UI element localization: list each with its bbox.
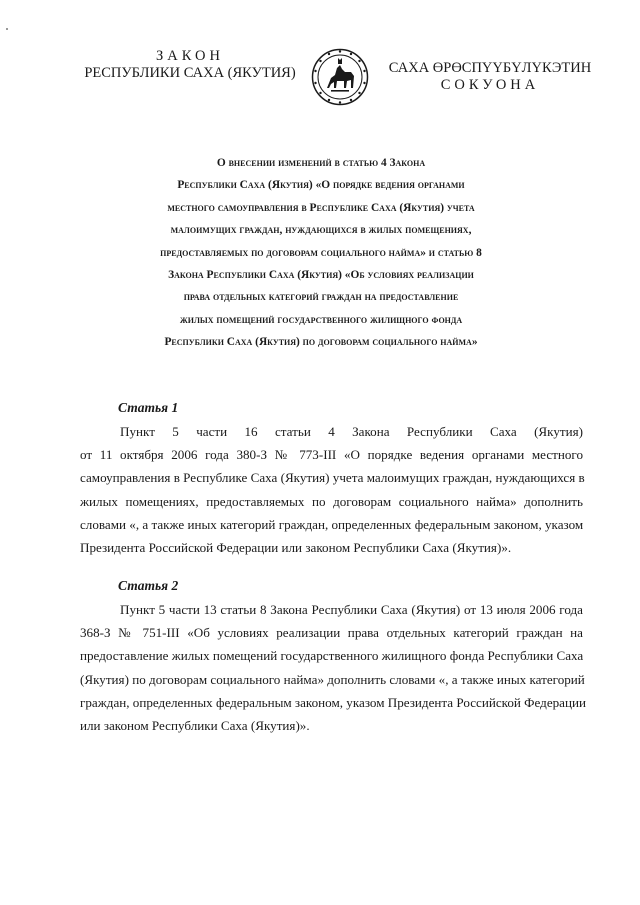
republic-name-ru: РЕСПУБЛИКИ САХА (ЯКУТИЯ) (84, 65, 296, 81)
paragraph-line: граждан, определенных федеральным законом, указом Президента Российской Федерации (80, 694, 587, 710)
title-line: права отдельных категорий граждан на предоставление (183, 291, 459, 304)
paragraph-line: от 11 октября 2006 года 380-З № 773-III «О порядке ведения органами местного (80, 447, 583, 463)
paragraph-line: предоставление жилых помещений государственного жилищного фонда Республики Саха (80, 648, 584, 664)
title-line: малоимущих граждан, нуждающихся в жилых помещениях, (170, 224, 472, 237)
paragraph-line: самоуправления в Республике Саха (Якутия) учета малоимущих граждан, нуждающихся в (80, 470, 585, 486)
article-2-text (80, 598, 587, 737)
paragraph-line: жилых помещениях, предоставляемых по договорам социального найма» дополнить (80, 493, 583, 509)
paragraph-line: Президента Российской Федерации или законом Республики Саха (Якутия)». (80, 540, 512, 556)
paragraph-line: 368-З № 751-III «Об условиях реализации права отдельных категорий граждан на (80, 625, 583, 641)
paragraph-line: Пункт 5 части 16 статьи 4 Закона Республики Саха (Якутия) (120, 424, 583, 439)
paragraph-line: или законом Республики Саха (Якутия)». (80, 718, 310, 734)
coat-of-arms-emblem-icon (311, 48, 369, 106)
title-line: Республики Саха (Якутия) «О порядке ведения органами (177, 179, 465, 192)
article-1-heading: Статья 1 (118, 400, 179, 415)
paragraph-line: (Якутия) по договорам социального найма» дополнить словами «, а также иных категорий (80, 671, 585, 687)
title-line: предоставляемых по договорам социального найма» и статью 8 (160, 246, 482, 259)
law-word-sah: СОКУОНА (440, 77, 540, 93)
article-1-text (80, 420, 583, 559)
title-line: местного самоуправления в Республике Саха (Якутия) учета (167, 201, 475, 214)
republic-name-sah: САХА ӨРӨСПҮҮБҮЛҮКЭТИН (388, 60, 592, 76)
title-line: Закона Республики Саха (Якутия) «Об условиях реализации (168, 269, 474, 282)
law-word-ru: ЗАКОН (156, 48, 224, 64)
article-2-heading: Статья 2 (118, 578, 179, 593)
paragraph-line: словами «, а также иных категорий граждан, определенных федеральным законом, указом (80, 516, 584, 532)
paragraph-line: Пункт 5 части 13 статьи 8 Закона Республики Саха (Якутия) от 13 июля 2006 года (120, 602, 583, 617)
header-left (80, 48, 300, 82)
scan-speck (6, 28, 8, 30)
title-line: О внесении изменений в статью 4 Закона (216, 157, 426, 169)
law-title (78, 152, 564, 354)
title-line: жилых помещений государственного жилищного фонда (179, 313, 463, 326)
header-right (385, 60, 595, 94)
title-line: Республики Саха (Якутия) по договорам социального найма» (164, 336, 478, 349)
